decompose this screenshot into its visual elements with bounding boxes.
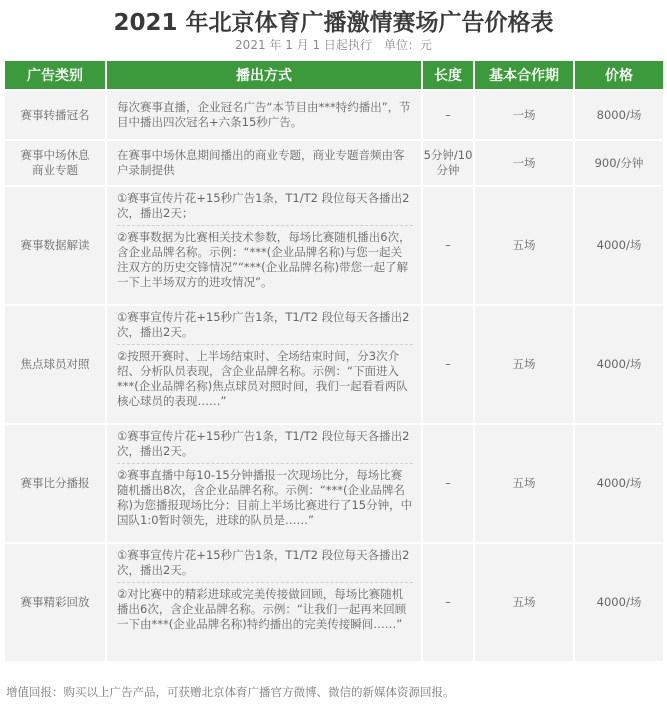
cell-method: [107, 425, 421, 542]
cell-period: 一场: [475, 141, 573, 185]
cell-period: 五场: [475, 544, 573, 661]
cell-method: [107, 544, 421, 661]
cell-category: 赛事数据解读: [5, 187, 105, 304]
method-item: ②赛事数据为比赛相关技术参数，每场比赛随机播出6次，含企业品牌名称。示例：“***(企业品牌名称)与您一起关注双方的历史交锋情况”“***(企业品牌名称)带您一起了解一下上半场双方的进攻情况”。: [117, 230, 411, 289]
method-item: ①赛事宣传片花+15秒广告1条，T1/T2 段位每天各播出2次，播出2天。: [117, 548, 410, 577]
cell-length: –: [423, 187, 473, 304]
method-item: ①赛事宣传片花+15秒广告1条，T1/T2 段位每天各播出2次，播出2天。: [117, 429, 410, 458]
cell-method: [107, 187, 421, 304]
cell-method: [107, 306, 421, 423]
header-method: 播出方式: [107, 61, 421, 89]
table-row: [5, 425, 663, 542]
cell-period: 五场: [475, 306, 573, 423]
cell-price: 4000/场: [575, 306, 663, 423]
cell-category: 赛事比分播报: [5, 425, 105, 542]
page-title: 2021 年北京体育广播激情赛场广告价格表: [113, 10, 554, 36]
cell-price: 900/分钟: [575, 141, 663, 185]
header-category: 广告类别: [5, 61, 105, 89]
cell-category: 赛事转播冠名: [5, 91, 105, 139]
table-row: [5, 91, 663, 139]
cell-category: 焦点球员对照: [5, 306, 105, 423]
cell-price: 4000/场: [575, 544, 663, 661]
price-table: [3, 59, 665, 663]
table-row: [5, 306, 663, 423]
footer-note: 增值回报：购买以上广告产品，可获赠北京体育广播官方微博、微信的新媒体资源回报。: [6, 685, 455, 699]
table-row: [5, 141, 663, 185]
method-item: ②按照开赛时、上半场结束时、全场结束时间，分3次介绍、分析队员表现，含企业品牌名称。示例：“下面进入***(企业品牌名称)焦点球员对照时间，我们一起看看两队核心球员的表现……”: [117, 349, 408, 408]
cell-category: 赛事精彩回放: [5, 544, 105, 661]
header-period: 基本合作期: [475, 61, 573, 89]
cell-category: 赛事中场休息商业专题: [5, 141, 105, 185]
cell-period: 五场: [475, 187, 573, 304]
method-item: ①赛事宣传片花+15秒广告1条，T1/T2 段位每天各播出2次，播出2天；: [117, 191, 410, 220]
table-header-row: [5, 61, 663, 89]
cell-method: 每次赛事直播，企业冠名广告“本节目由***特约播出”，节目中播出四次冠名+六条15秒广告。: [107, 91, 421, 139]
page-subtitle: 2021 年 1 月 1 日起执行 单位：元: [235, 38, 432, 52]
header-price: 价格: [575, 61, 663, 89]
cell-method: 在赛事中场休息期间播出的商业专题，商业专题音频由客户录制提供: [107, 141, 421, 185]
cell-length: 5分钟/10分钟: [423, 141, 473, 185]
method-item: ②赛事直播中每10-15分钟播报一次现场比分，每场比赛随机播出8次，含企业品牌名称。示例：“***(企业品牌名称)为您播报现场比分：目前上半场比赛进行了15分钟，中国队1:0暂时领先，进球的队员是……”: [117, 468, 413, 527]
method-item: ①赛事宣传片花+15秒广告1条，T1/T2 段位每天各播出2次，播出2天。: [117, 310, 410, 339]
divider: [117, 463, 413, 464]
cell-period: 一场: [475, 91, 573, 139]
cell-price: 4000/场: [575, 425, 663, 542]
cell-length: –: [423, 544, 473, 661]
divider: [117, 225, 413, 226]
table-row: [5, 544, 663, 661]
method-item: ②对比赛中的精彩进球或完美传接做回顾，每场比赛随机播出6次，含企业品牌名称。示例：“让我们一起再来回顾一下由***(企业品牌名称)特约播出的完美传接瞬间……”: [117, 587, 407, 631]
cell-price: 4000/场: [575, 187, 663, 304]
cell-length: –: [423, 91, 473, 139]
cell-length: –: [423, 425, 473, 542]
table-row: [5, 187, 663, 304]
header-length: 长度: [423, 61, 473, 89]
divider: [117, 344, 413, 345]
divider: [117, 582, 413, 583]
cell-period: 五场: [475, 425, 573, 542]
cell-price: 8000/场: [575, 91, 663, 139]
cell-length: –: [423, 306, 473, 423]
